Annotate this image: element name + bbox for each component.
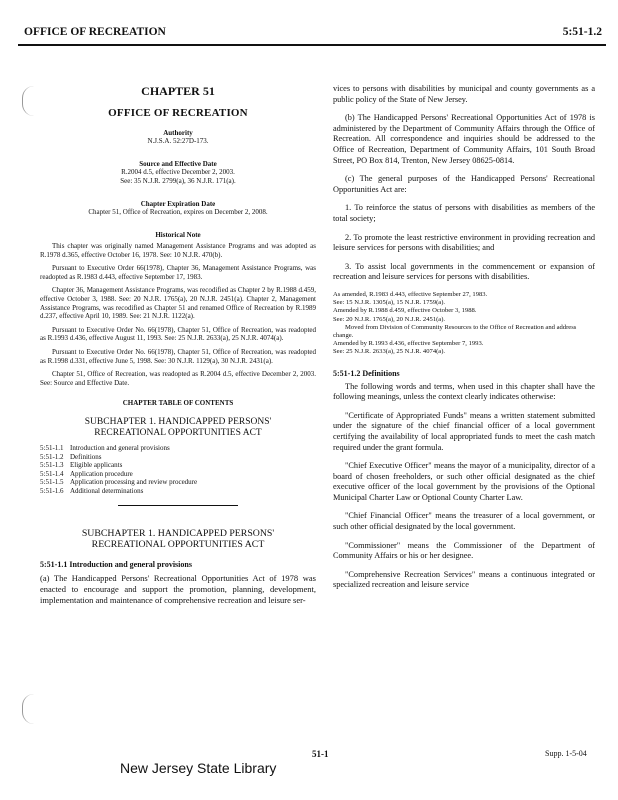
section-heading: 5:51-1.2 Definitions: [333, 368, 400, 378]
definitions-intro: The following words and terms, when used in this chapter shall have the following meanings, unless the context clearly indicates otherwise:: [333, 381, 595, 402]
supplement-date: Supp. 1-5-04: [545, 749, 587, 758]
toc-number: 5:51-1.1: [40, 444, 64, 453]
paragraph-c2: 2. To promote the least restrictive environment in providing recreation and leisure services for persons with disabilities; and: [333, 232, 595, 253]
amendment-line: See: 15 N.J.R. 1305(a), 15 N.J.R. 1759(a).: [333, 299, 446, 307]
amendment-line: See: 20 N.J.R. 1765(a), 20 N.J.R. 2451(a).: [333, 315, 446, 323]
paragraph-c: (c) The general purposes of the Handicapped Persons' Recreational Opportunities Act are:: [333, 174, 595, 194]
amendment-notes: [333, 291, 595, 357]
paragraph-c3: 3. To assist local governments in the commencement or expansion of recreation and leisure services for persons with disabilities.: [333, 261, 595, 282]
history-paragraph: Pursuant to Executive Order No. 66(1978), Chapter 51, Office of Recreation, was readopted as R.1993 d.436, effective August 11, 1993. See: 25 N.J.R. 2633(a), 25 N.J.R. 4074(a).: [40, 325, 316, 343]
expiration-heading: Chapter Expiration Date: [140, 200, 216, 208]
toc-item[interactable]: [40, 453, 316, 462]
definition: "Chief Financial Officer" means the treasurer of a local government, or such other official designated by the local government.: [333, 511, 595, 532]
toc-title: Additional determinations: [70, 486, 144, 495]
amendment-line: Amended by R.1993 d.436, effective September 7, 1993.: [333, 340, 484, 348]
toc-title: Application processing and review procedure: [70, 478, 198, 487]
history-paragraph: This chapter was originally named Management Assistance Programs and was adopted as R.1978 d.365, effective October 16, 1978. See: 10 N.J.R. 470(b).: [40, 242, 316, 259]
toc-subchapter: [40, 417, 316, 439]
paragraph-c1: 1. To reinforce the status of persons with disabilities as members of the total society;: [333, 203, 595, 223]
definition: "Commissioner" means the Commissioner of the Department of Community Affairs or his or her designee.: [333, 540, 595, 561]
paragraph-continued: vices to persons with disabilities by municipal and county governments as a public policy of the State of New Jersey.: [333, 84, 595, 104]
history-paragraph: Pursuant to Executive Order 66(1978), Chapter 36, Management Assistance Programs, was readopted as R.1983 d.443, effective September 17, 1983.: [40, 264, 316, 281]
header-rule: [18, 44, 606, 46]
toc-item[interactable]: [40, 487, 316, 496]
history-heading: Historical Note: [155, 231, 201, 239]
right-column: [333, 78, 595, 591]
section-divider: [118, 505, 238, 506]
running-header: [14, 26, 604, 40]
definition: "Certificate of Appropriated Funds" means a written statement submitted under the signature of the chief financial officer of a local government certifying the availability of local appropriated funds to meet the cash match required under the grant formula.: [333, 410, 595, 452]
expiration-text: Chapter 51, Office of Recreation, expires on December 2, 2008.: [88, 208, 268, 216]
section-paragraph: (a) The Handicapped Persons' Recreational Opportunities Act of 1978 was enacted to encourage and support the promotion, planning, development, implementation and maintenance of comprehensive recreation and leisure ser-: [40, 573, 316, 605]
toc-title: Eligible applicants: [70, 461, 123, 470]
source-text-2: See: 35 N.J.R. 2799(a), 36 N.J.R. 171(a).: [120, 177, 236, 185]
definition: "Comprehensive Recreation Services" means a continuous integrated or specialized recreation and leisure service: [333, 569, 595, 590]
toc-title: Introduction and general provisions: [70, 444, 170, 453]
amendment-line: Amended by R.1988 d.459, effective October 3, 1988.: [333, 307, 477, 315]
toc-list: [40, 444, 316, 495]
toc-item[interactable]: [40, 470, 316, 479]
library-watermark: New Jersey State Library: [120, 760, 277, 776]
header-title: OFFICE OF RECREATION: [24, 26, 166, 38]
toc-number: 5:51-1.3: [40, 461, 64, 470]
amendment-line: Moved from Division of Community Resources to the Office of Recreation and address change.: [333, 323, 577, 339]
toc-heading: CHAPTER TABLE OF CONTENTS: [122, 399, 234, 408]
paragraph-b: (b) The Handicapped Persons' Recreational Opportunities Act of 1978 is administered by the Department of Community Affairs through the Office of Recreation. All correspondence and inquiries should be addressed to the Office of Recreation, Department of Community Affairs, 101 South Broad Street, PO Box 814, Trenton, New Jersey 08625-0814.: [333, 113, 595, 165]
left-column: [40, 78, 316, 606]
page-number: 51-1: [312, 749, 329, 759]
toc-item[interactable]: [40, 461, 316, 470]
history-paragraph: Chapter 51, Office of Recreation, was readopted as R.2004 d.5, effective December 2, 2003. See: Source and Effective Date.: [40, 370, 316, 387]
toc-item[interactable]: [40, 444, 316, 453]
source-text-1: R.2004 d.5, effective December 2, 2003.: [121, 168, 235, 176]
toc-title: Application procedure: [70, 469, 133, 478]
amendment-line: See: 25 N.J.R. 2633(a), 25 N.J.R. 4074(a).: [333, 348, 446, 356]
margin-mark: [22, 694, 41, 724]
toc-number: 5:51-1.2: [40, 452, 64, 461]
toc-item[interactable]: [40, 478, 316, 487]
subchapter-heading: [40, 528, 316, 550]
subchapter-line-1: SUBCHAPTER 1. HANDICAPPED PERSONS': [81, 528, 275, 540]
authority-text: N.J.S.A. 52:27D-173.: [147, 137, 209, 145]
section-heading: 5:51-1.1 Introduction and general provisions: [40, 560, 192, 570]
authority-heading: Authority: [163, 129, 193, 137]
toc-subchapter-line-2: RECREATIONAL OPPORTUNITIES ACT: [94, 428, 262, 439]
toc-subchapter-line-1: SUBCHAPTER 1. HANDICAPPED PERSONS': [84, 417, 272, 428]
source-heading: Source and Effective Date: [139, 160, 217, 168]
chapter-number: CHAPTER 51: [141, 84, 215, 98]
margin-mark: [22, 86, 41, 116]
amendment-line: As amended, R.1983 d.443, effective September 27, 1983.: [333, 290, 488, 298]
toc-number: 5:51-1.5: [40, 478, 64, 487]
toc-number: 5:51-1.4: [40, 469, 64, 478]
history-paragraph: Pursuant to Executive Order No. 66(1978), Chapter 51, Office of Recreation, was readopted as R.1998 d.331, effective June 5, 1998. See: 30 N.J.R. 1129(a), 30 N.J.R. 2431(a).: [40, 347, 316, 365]
toc-title: Definitions: [70, 452, 102, 461]
chapter-title: OFFICE OF RECREATION: [108, 107, 248, 119]
subchapter-line-2: RECREATIONAL OPPORTUNITIES ACT: [91, 539, 265, 551]
header-section: 5:51-1.2: [562, 26, 602, 38]
definition: "Chief Executive Officer" means the mayor of a municipality, director of a board of chosen freeholders, or such other official designated as the chief executive officer of the local government by the provisions of the Optional Municipal Charter Law or Optional County Charter Law.: [333, 461, 595, 502]
history-paragraph: Chapter 36, Management Assistance Programs, was recodified as Chapter 2 by R.1988 d.459, effective October 3, 1988. See: 20 N.J.R. 1765(a), 20 N.J.R. 2451(a). Chapter 2, Management Assistance Programs, was recodified as Chapter 51 and renamed Office of Recreation by R.1989 d.237, effective April 10, 1989. See: 21 N.J.R. 1122(a).: [40, 286, 316, 321]
toc-number: 5:51-1.6: [40, 486, 64, 495]
